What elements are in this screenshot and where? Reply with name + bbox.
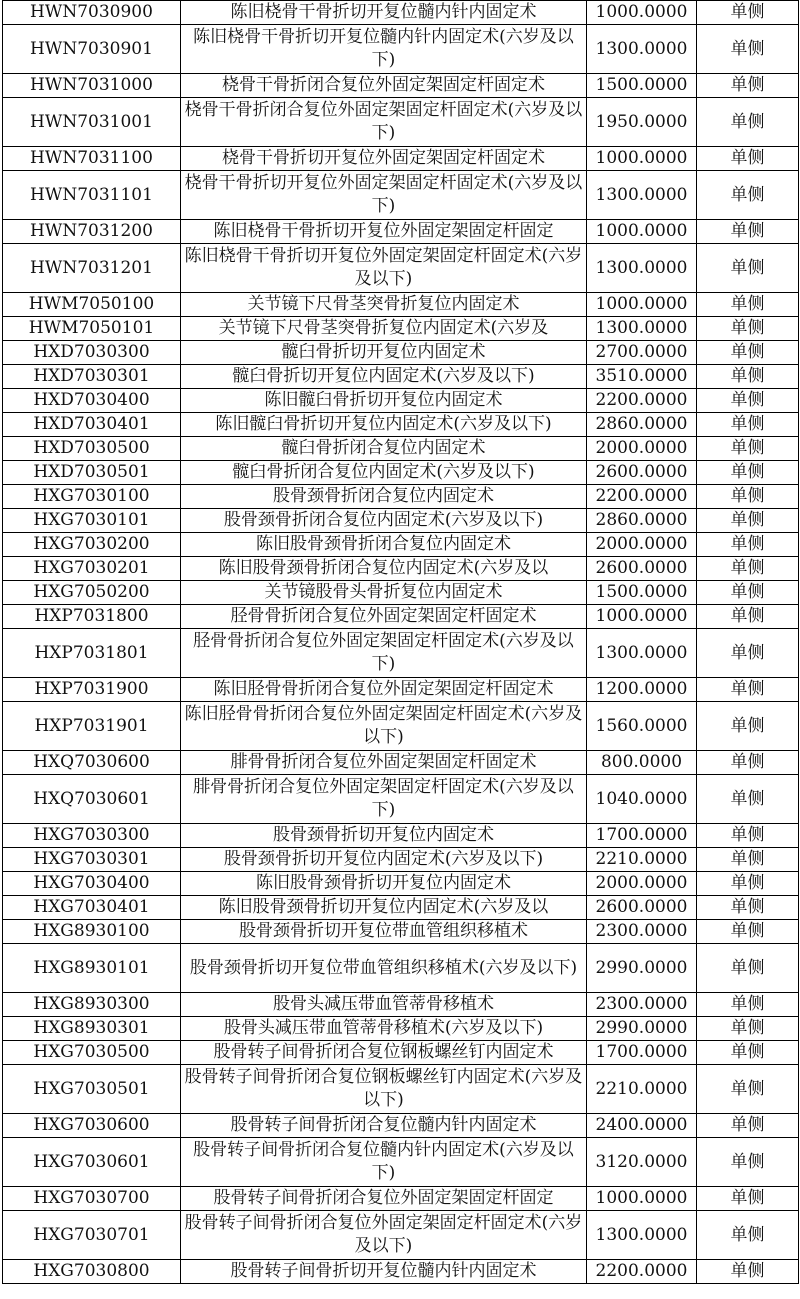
- item-unit: 单侧: [697, 751, 799, 775]
- item-price: 1000.0000: [587, 220, 697, 244]
- item-code: HXG7030601: [3, 1138, 181, 1187]
- item-code: HXD7030401: [3, 413, 181, 437]
- table-row: [3, 1041, 799, 1065]
- item-name: 陈旧胫骨骨折闭合复位外固定架固定杆固定术(六岁及以下): [181, 702, 587, 751]
- item-name: 陈旧桡骨干骨折切开复位髓内针内固定术: [181, 1, 587, 25]
- item-unit: 单侧: [697, 485, 799, 509]
- item-unit: 单侧: [697, 533, 799, 557]
- item-name: 关节镜下尺骨茎突骨折复位内固定术: [181, 293, 587, 317]
- item-price: 1200.0000: [587, 678, 697, 702]
- item-price: 2300.0000: [587, 993, 697, 1017]
- item-unit: 单侧: [697, 1187, 799, 1211]
- item-price: 1700.0000: [587, 824, 697, 848]
- item-price: 2000.0000: [587, 437, 697, 461]
- item-name: 股骨颈骨折闭合复位内固定术: [181, 485, 587, 509]
- item-unit: 单侧: [697, 848, 799, 872]
- table-row: [3, 872, 799, 896]
- item-name: 桡骨干骨折切开复位外固定架固定杆固定术(六岁及以下): [181, 171, 587, 220]
- item-name: 股骨颈骨折切开复位带血管组织移植术(六岁及以下): [181, 944, 587, 993]
- table-row: [3, 533, 799, 557]
- item-price: 2600.0000: [587, 896, 697, 920]
- item-code: HXG7050200: [3, 581, 181, 605]
- item-unit: 单侧: [697, 437, 799, 461]
- item-code: HXG7030201: [3, 557, 181, 581]
- item-unit: 单侧: [697, 1138, 799, 1187]
- item-code: HXP7031900: [3, 678, 181, 702]
- item-unit: 单侧: [697, 147, 799, 171]
- item-name: 股骨转子间骨折闭合复位外固定架固定杆固定: [181, 1187, 587, 1211]
- item-unit: 单侧: [697, 1065, 799, 1114]
- item-code: HXD7030301: [3, 365, 181, 389]
- item-unit: 单侧: [697, 171, 799, 220]
- item-unit: 单侧: [697, 896, 799, 920]
- item-price: 1000.0000: [587, 605, 697, 629]
- item-unit: 单侧: [697, 244, 799, 293]
- table-row: [3, 1260, 799, 1284]
- table-row: [3, 944, 799, 993]
- table-row: [3, 848, 799, 872]
- item-name: 陈旧髋臼骨折切开复位内固定术: [181, 389, 587, 413]
- table-row: [3, 1211, 799, 1260]
- item-code: HXG8930300: [3, 993, 181, 1017]
- table-row: [3, 1065, 799, 1114]
- item-name: 腓骨骨折闭合复位外固定架固定杆固定术(六岁及以下): [181, 775, 587, 824]
- item-name: 股骨转子间骨折闭合复位钢板螺丝钉内固定术: [181, 1041, 587, 1065]
- item-name: 股骨颈骨折切开复位内固定术: [181, 824, 587, 848]
- item-unit: 单侧: [697, 993, 799, 1017]
- item-unit: 单侧: [697, 365, 799, 389]
- table-row: [3, 244, 799, 293]
- item-code: HWN7031000: [3, 74, 181, 98]
- item-name: 髋臼骨折切开复位内固定术: [181, 341, 587, 365]
- item-price: 1300.0000: [587, 171, 697, 220]
- item-unit: 单侧: [697, 678, 799, 702]
- item-name: 股骨颈骨折切开复位内固定术(六岁及以下): [181, 848, 587, 872]
- item-code: HXG7030500: [3, 1041, 181, 1065]
- table-row: [3, 98, 799, 147]
- table-row: [3, 920, 799, 944]
- item-name: 髋臼骨折闭合复位内固定术: [181, 437, 587, 461]
- table-row: [3, 605, 799, 629]
- table-row: [3, 1017, 799, 1041]
- table-row: [3, 413, 799, 437]
- item-price: 1300.0000: [587, 317, 697, 341]
- item-unit: 单侧: [697, 1211, 799, 1260]
- item-price: 2210.0000: [587, 848, 697, 872]
- item-name: 股骨转子间骨折闭合复位髓内针内固定术(六岁及以下): [181, 1138, 587, 1187]
- table-row: [3, 629, 799, 678]
- table-row: [3, 678, 799, 702]
- item-name: 股骨头减压带血管蒂骨移植术: [181, 993, 587, 1017]
- item-name: 股骨转子间骨折闭合复位钢板螺丝钉内固定术(六岁及以下): [181, 1065, 587, 1114]
- item-code: HWN7031100: [3, 147, 181, 171]
- item-unit: 单侧: [697, 1017, 799, 1041]
- item-code: HXD7030500: [3, 437, 181, 461]
- item-price: 2400.0000: [587, 1114, 697, 1138]
- item-name: 股骨转子间骨折切开复位髓内针内固定术: [181, 1260, 587, 1284]
- item-price: 1560.0000: [587, 702, 697, 751]
- item-code: HXG7030701: [3, 1211, 181, 1260]
- item-unit: 单侧: [697, 824, 799, 848]
- item-price: 2200.0000: [587, 485, 697, 509]
- item-name: 胫骨骨折闭合复位外固定架固定杆固定术: [181, 605, 587, 629]
- item-name: 髋臼骨折闭合复位内固定术(六岁及以下): [181, 461, 587, 485]
- table-row: [3, 751, 799, 775]
- item-unit: 单侧: [697, 605, 799, 629]
- item-unit: 单侧: [697, 509, 799, 533]
- table-row: [3, 775, 799, 824]
- item-unit: 单侧: [697, 629, 799, 678]
- item-code: HXG7030600: [3, 1114, 181, 1138]
- item-code: HWN7031200: [3, 220, 181, 244]
- item-price: 1000.0000: [587, 293, 697, 317]
- item-name: 陈旧股骨颈骨折闭合复位内固定术: [181, 533, 587, 557]
- item-name: 股骨颈骨折切开复位带血管组织移植术: [181, 920, 587, 944]
- item-code: HXG7030101: [3, 509, 181, 533]
- item-price: 1040.0000: [587, 775, 697, 824]
- item-price: 3120.0000: [587, 1138, 697, 1187]
- table-row: [3, 702, 799, 751]
- item-unit: 单侧: [697, 220, 799, 244]
- item-price: 1000.0000: [587, 147, 697, 171]
- item-name: 陈旧胫骨骨折闭合复位外固定架固定杆固定术: [181, 678, 587, 702]
- item-name: 关节镜股骨头骨折复位内固定术: [181, 581, 587, 605]
- table-row: [3, 509, 799, 533]
- table-row: [3, 1138, 799, 1187]
- table-row: [3, 485, 799, 509]
- item-unit: 单侧: [697, 581, 799, 605]
- table-row: [3, 389, 799, 413]
- table-row: [3, 365, 799, 389]
- table-row: [3, 437, 799, 461]
- item-unit: 单侧: [697, 74, 799, 98]
- item-price: 2210.0000: [587, 1065, 697, 1114]
- table-row: [3, 1, 799, 25]
- item-name: 陈旧桡骨干骨折切开复位外固定架固定杆固定: [181, 220, 587, 244]
- item-price: 1950.0000: [587, 98, 697, 147]
- item-code: HWN7031201: [3, 244, 181, 293]
- table-row: [3, 1114, 799, 1138]
- item-unit: 单侧: [697, 702, 799, 751]
- item-code: HXQ7030600: [3, 751, 181, 775]
- item-unit: 单侧: [697, 25, 799, 74]
- item-price: 2990.0000: [587, 944, 697, 993]
- item-code: HWN7031001: [3, 98, 181, 147]
- fee-table: [2, 0, 799, 1284]
- item-code: HXG8930100: [3, 920, 181, 944]
- item-unit: 单侧: [697, 389, 799, 413]
- item-name: 股骨转子间骨折闭合复位髓内针内固定术: [181, 1114, 587, 1138]
- item-name: 陈旧股骨颈骨折闭合复位内固定术(六岁及以: [181, 557, 587, 581]
- item-code: HXG7030800: [3, 1260, 181, 1284]
- item-name: 桡骨干骨折切开复位外固定架固定杆固定术: [181, 147, 587, 171]
- item-code: HXD7030300: [3, 341, 181, 365]
- item-code: HXD7030501: [3, 461, 181, 485]
- table-row: [3, 74, 799, 98]
- item-unit: 单侧: [697, 775, 799, 824]
- item-price: 1300.0000: [587, 1211, 697, 1260]
- item-unit: 单侧: [697, 413, 799, 437]
- item-unit: 单侧: [697, 1114, 799, 1138]
- item-price: 1500.0000: [587, 581, 697, 605]
- item-code: HXG8930301: [3, 1017, 181, 1041]
- table-row: [3, 557, 799, 581]
- item-price: 2300.0000: [587, 920, 697, 944]
- item-price: 2990.0000: [587, 1017, 697, 1041]
- table-row: [3, 317, 799, 341]
- item-code: HWN7030901: [3, 25, 181, 74]
- item-code: HXG7030401: [3, 896, 181, 920]
- item-price: 3510.0000: [587, 365, 697, 389]
- item-name: 桡骨干骨折闭合复位外固定架固定杆固定术(六岁及以下): [181, 98, 587, 147]
- item-name: 陈旧股骨颈骨折切开复位内固定术: [181, 872, 587, 896]
- table-row: [3, 896, 799, 920]
- item-name: 髋臼骨折切开复位内固定术(六岁及以下): [181, 365, 587, 389]
- item-price: 1500.0000: [587, 74, 697, 98]
- item-code: HWM7050100: [3, 293, 181, 317]
- item-price: 2600.0000: [587, 461, 697, 485]
- item-code: HXP7031800: [3, 605, 181, 629]
- item-name: 陈旧股骨颈骨折切开复位内固定术(六岁及以: [181, 896, 587, 920]
- item-code: HXG7030300: [3, 824, 181, 848]
- item-price: 2000.0000: [587, 533, 697, 557]
- item-unit: 单侧: [697, 293, 799, 317]
- item-code: HXD7030400: [3, 389, 181, 413]
- table-row: [3, 1187, 799, 1211]
- item-unit: 单侧: [697, 317, 799, 341]
- item-price: 2200.0000: [587, 389, 697, 413]
- item-price: 1000.0000: [587, 1, 697, 25]
- table-row: [3, 993, 799, 1017]
- item-code: HXG7030301: [3, 848, 181, 872]
- table-row: [3, 461, 799, 485]
- table-row: [3, 293, 799, 317]
- item-name: 股骨颈骨折闭合复位内固定术(六岁及以下): [181, 509, 587, 533]
- item-unit: 单侧: [697, 341, 799, 365]
- item-unit: 单侧: [697, 1041, 799, 1065]
- item-code: HXG7030200: [3, 533, 181, 557]
- item-name: 股骨头减压带血管蒂骨移植术(六岁及以下): [181, 1017, 587, 1041]
- table-row: [3, 581, 799, 605]
- item-price: 2000.0000: [587, 872, 697, 896]
- item-code: HXG7030400: [3, 872, 181, 896]
- item-price: 800.0000: [587, 751, 697, 775]
- item-code: HXG7030100: [3, 485, 181, 509]
- item-code: HWM7050101: [3, 317, 181, 341]
- item-price: 2600.0000: [587, 557, 697, 581]
- item-price: 1000.0000: [587, 1187, 697, 1211]
- item-code: HXQ7030601: [3, 775, 181, 824]
- item-unit: 单侧: [697, 1, 799, 25]
- item-price: 1700.0000: [587, 1041, 697, 1065]
- item-unit: 单侧: [697, 1260, 799, 1284]
- table-row: [3, 824, 799, 848]
- table-row: [3, 341, 799, 365]
- item-unit: 单侧: [697, 98, 799, 147]
- item-price: 2860.0000: [587, 509, 697, 533]
- item-name: 桡骨干骨折闭合复位外固定架固定杆固定术: [181, 74, 587, 98]
- item-code: HXG7030700: [3, 1187, 181, 1211]
- item-unit: 单侧: [697, 461, 799, 485]
- table-row: [3, 220, 799, 244]
- table-row: [3, 147, 799, 171]
- item-code: HXP7031901: [3, 702, 181, 751]
- item-price: 2200.0000: [587, 1260, 697, 1284]
- item-unit: 单侧: [697, 944, 799, 993]
- table-row: [3, 171, 799, 220]
- item-name: 陈旧髋臼骨折切开复位内固定术(六岁及以下): [181, 413, 587, 437]
- item-code: HXG7030501: [3, 1065, 181, 1114]
- item-name: 股骨转子间骨折闭合复位外固定架固定杆固定术(六岁及以下): [181, 1211, 587, 1260]
- item-price: 1300.0000: [587, 25, 697, 74]
- item-price: 1300.0000: [587, 244, 697, 293]
- item-code: HWN7031101: [3, 171, 181, 220]
- item-name: 腓骨骨折闭合复位外固定架固定杆固定术: [181, 751, 587, 775]
- item-code: HWN7030900: [3, 1, 181, 25]
- item-price: 2860.0000: [587, 413, 697, 437]
- item-name: 胫骨骨折闭合复位外固定架固定杆固定术(六岁及以下): [181, 629, 587, 678]
- item-name: 关节镜下尺骨茎突骨折复位内固定术(六岁及: [181, 317, 587, 341]
- item-code: HXP7031801: [3, 629, 181, 678]
- item-name: 陈旧桡骨干骨折切开复位外固定架固定杆固定术(六岁及以下): [181, 244, 587, 293]
- item-price: 2700.0000: [587, 341, 697, 365]
- item-unit: 单侧: [697, 557, 799, 581]
- item-price: 1300.0000: [587, 629, 697, 678]
- item-name: 陈旧桡骨干骨折切开复位髓内针内固定术(六岁及以下): [181, 25, 587, 74]
- table-row: [3, 25, 799, 74]
- item-unit: 单侧: [697, 920, 799, 944]
- item-code: HXG8930101: [3, 944, 181, 993]
- item-unit: 单侧: [697, 872, 799, 896]
- fee-table-body: [3, 1, 799, 1284]
